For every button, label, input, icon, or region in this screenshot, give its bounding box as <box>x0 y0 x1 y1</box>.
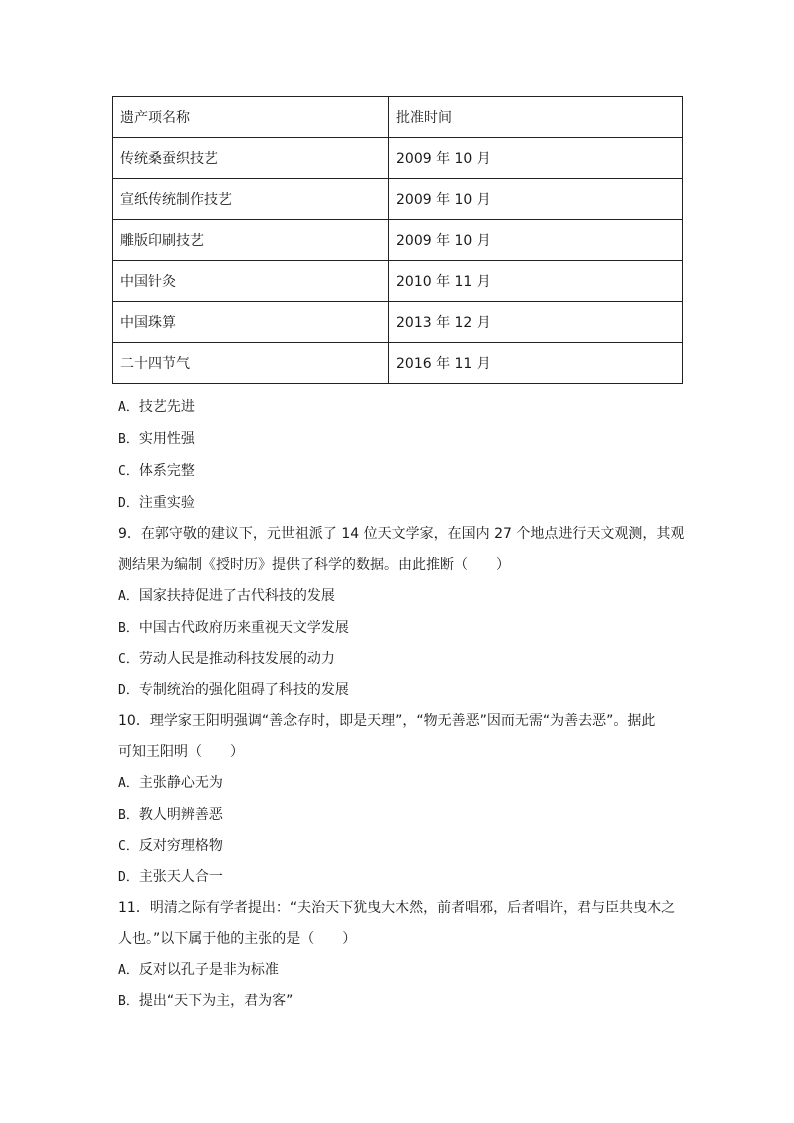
approval-date-cell: 2010 年 11 月 <box>389 261 683 302</box>
option-text: 实用性强 <box>138 431 195 447</box>
option-letter: B． <box>118 808 139 823</box>
option-text: 主张静心无为 <box>138 775 223 791</box>
heritage-table <box>112 96 683 384</box>
table-row <box>113 343 683 384</box>
option-letter: B． <box>118 432 139 447</box>
option-letter: C． <box>118 839 139 854</box>
table-row <box>113 220 683 261</box>
table-row <box>113 179 683 220</box>
header-cell-date: 批准时间 <box>389 97 683 138</box>
option-text: 主张天人合一 <box>138 869 223 885</box>
q11-stem-line1: 11．明清之际有学者提出：“夫治天下犹曳大木然，前者唱邪，后者唱许，君与臣共曳木之 <box>118 900 676 916</box>
q8-option-c <box>118 461 195 482</box>
heritage-name-cell: 宣纸传统制作技艺 <box>113 179 389 220</box>
option-letter: D． <box>118 683 139 698</box>
q9-option-d <box>118 680 349 701</box>
q9-option-c <box>118 649 335 670</box>
option-letter: A． <box>118 400 139 415</box>
q9-option-a <box>118 586 335 607</box>
q8-option-b <box>118 429 195 450</box>
approval-date-cell: 2013 年 12 月 <box>389 302 683 343</box>
q11-option-b <box>118 991 293 1012</box>
option-text: 反对穷理格物 <box>138 838 223 854</box>
option-text: 体系完整 <box>138 463 195 479</box>
option-text: 中国古代政府历来重视天文学发展 <box>138 620 349 636</box>
approval-date-cell: 2016 年 11 月 <box>389 343 683 384</box>
option-letter: A． <box>118 776 139 791</box>
option-text: 专制统治的强化阻碍了科技的发展 <box>138 682 349 698</box>
table-row <box>113 302 683 343</box>
approval-date-cell: 2009 年 10 月 <box>389 138 683 179</box>
option-letter: C． <box>118 652 139 667</box>
q8-option-d <box>118 493 195 514</box>
q9-option-b <box>118 618 349 639</box>
q11-stem-line2: 人也。”以下属于他的主张的是（ ） <box>118 931 357 947</box>
header-cell-name: 遗产项名称 <box>113 97 389 138</box>
option-letter: B． <box>118 621 139 636</box>
heritage-name-cell: 传统桑蚕织技艺 <box>113 138 389 179</box>
heritage-name-cell: 中国珠算 <box>113 302 389 343</box>
q8-option-a <box>118 397 195 418</box>
option-text: 劳动人民是推动科技发展的动力 <box>138 651 335 667</box>
option-letter: A． <box>118 589 139 604</box>
q9-stem-line2: 测结果为编制《授时历》提供了科学的数据。由此推断（ ） <box>118 557 510 573</box>
option-letter: B． <box>118 994 139 1009</box>
q10-option-b <box>118 805 223 826</box>
heritage-name-cell: 雕版印刷技艺 <box>113 220 389 261</box>
heritage-name-cell: 中国针灸 <box>113 261 389 302</box>
q10-option-c <box>118 836 223 857</box>
option-letter: D． <box>118 870 139 885</box>
table-header-row <box>113 97 683 138</box>
option-text: 提出“天下为主，君为客” <box>138 993 294 1009</box>
option-letter: C． <box>118 464 139 479</box>
q11-option-a <box>118 960 279 981</box>
option-text: 教人明辨善恶 <box>138 807 223 823</box>
option-text: 反对以孔子是非为标准 <box>138 962 279 978</box>
q10-stem-line2: 可知王阳明（ ） <box>118 744 244 760</box>
q10-option-a <box>118 773 223 794</box>
approval-date-cell: 2009 年 10 月 <box>389 179 683 220</box>
option-text: 国家扶持促进了古代科技的发展 <box>138 588 335 604</box>
option-text: 注重实验 <box>138 495 195 511</box>
approval-date-cell: 2009 年 10 月 <box>389 220 683 261</box>
heritage-name-cell: 二十四节气 <box>113 343 389 384</box>
q9-stem-line1: 9．在郭守敬的建议下，元世祖派了 14 位天文学家，在国内 27 个地点进行天文观测，其观 <box>118 526 685 542</box>
option-letter: D． <box>118 496 139 511</box>
q10-stem-line1: 10．理学家王阳明强调“善念存时，即是天理”，“物无善恶”因而无需“为善去恶”。据此 <box>118 713 656 729</box>
option-text: 技艺先进 <box>138 399 195 415</box>
table-row <box>113 138 683 179</box>
option-letter: A． <box>118 963 139 978</box>
table-row <box>113 261 683 302</box>
q10-option-d <box>118 867 223 888</box>
